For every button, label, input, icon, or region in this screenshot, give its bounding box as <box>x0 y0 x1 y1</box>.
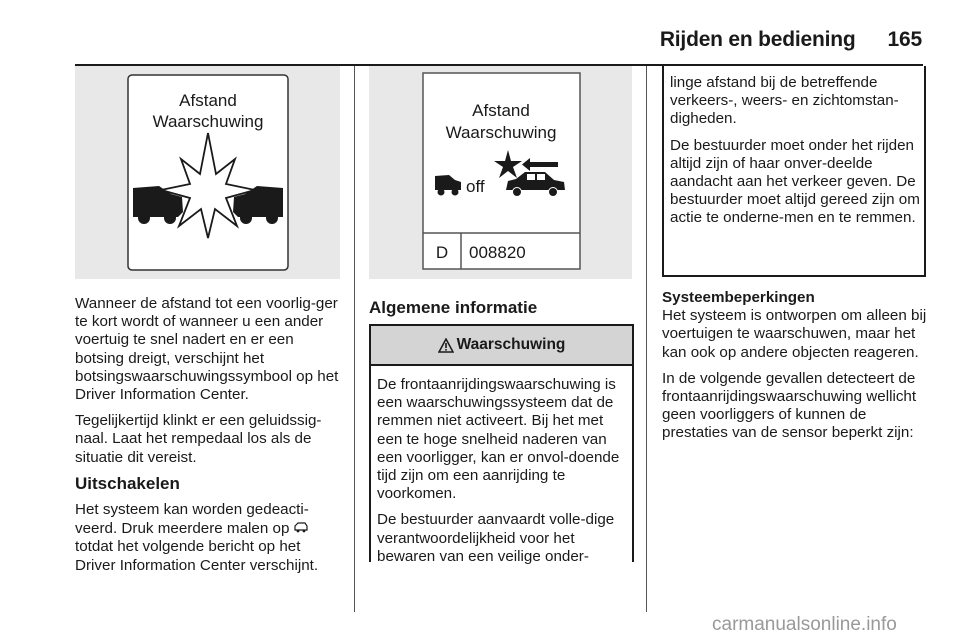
figure-label-line2: Waarschuwing <box>152 112 264 131</box>
dic-code-letter: D <box>435 243 449 262</box>
column-3 <box>662 289 932 451</box>
dic-code-number: 008820 <box>469 243 526 262</box>
page-header <box>422 28 922 52</box>
page-number: 165 <box>887 28 922 51</box>
section-heading-systeembeperkingen: Systeembeperkingen <box>662 289 815 306</box>
column-2-heading <box>369 293 634 325</box>
dic-label-line1: Afstand <box>472 101 530 120</box>
warning-body <box>371 366 632 566</box>
paragraph: Het systeem is ontworpen om alleen bij voertuigen te waarschuwen, maar het kan ook op andere objecten reageren. <box>662 307 927 361</box>
chapter-title: Rijden en bediening <box>659 28 856 51</box>
column-1 <box>75 295 345 583</box>
section-heading-algemene-informatie: Algemene informatie <box>369 298 538 317</box>
paragraph: In de volgende gevallen detecteert de frontaanrijdingswaarschuwing wellicht geen voorliggers of kunnen de prestaties van de sensor beperkt zijn: <box>662 369 917 442</box>
warning-box <box>369 324 634 565</box>
paragraph <box>75 501 345 575</box>
watermark: carmanualsonline.info <box>712 614 897 635</box>
figure-label-line1: Afstand <box>179 91 237 110</box>
warning-header <box>371 324 632 366</box>
section-heading-uitschakelen: Uitschakelen <box>75 473 180 493</box>
figure-driver-info-center-message <box>369 66 632 279</box>
steering-wheel-button-icon <box>294 519 308 537</box>
column-divider-2 <box>646 66 647 612</box>
warning-paragraph: De frontaanrijdingswaarschuwing is een waarschuwingssysteem dat de remmen niet activeert. Bij het met een te hoge snelheid naderen van een voorligger, kan er onvol-doende tijd zijn om een aanrijding te voorkomen. <box>377 376 620 503</box>
dic-label-line2: Waarschuwing <box>445 123 557 142</box>
warning-paragraph: De bestuurder moet onder het rijden altijd zijn of haar onver-deelde aandacht aan het verkeer geven. De bestuurder moet altijd gereed zijn om actie te onderne-men en te remmen. <box>670 136 920 227</box>
warning-box-continued <box>662 66 926 277</box>
column-divider-1 <box>354 66 355 612</box>
off-label: off <box>466 177 485 196</box>
collision-warning-illustration <box>75 66 340 279</box>
paragraph-text: totdat het volgende bericht op het Driver Information Center verschijnt. <box>75 538 319 574</box>
paragraph: Tegelijkertijd klinkt er een geluidssig-naal. Laat het rempedaal los als de situatie dit vereist. <box>75 412 322 466</box>
paragraph: Wanneer de afstand tot een voorlig-ger te kort wordt of wanneer u een ander voertuig te snel nadert en er een botsing dreigt, verschijnt het botsingswaarschuwingssymbool op het Driver Information Center. <box>75 295 339 404</box>
warning-triangle-icon <box>438 338 454 353</box>
warning-title: Waarschuwing <box>456 336 566 353</box>
figure-distance-warning-symbol <box>75 66 340 279</box>
warning-paragraph: De bestuurder aanvaardt volle-dige verantwoordelijkheid voor het bewaren van een veilige onder- <box>377 511 615 565</box>
warning-paragraph: linge afstand bij de betreffende verkeers-, weers- en zichtomstan-digheden. <box>670 74 899 128</box>
warning-body-continued <box>664 66 924 228</box>
paragraph-text: Het systeem kan worden gedeacti-veerd. Druk meerdere malen op <box>75 501 309 538</box>
dic-message-illustration <box>369 66 632 279</box>
